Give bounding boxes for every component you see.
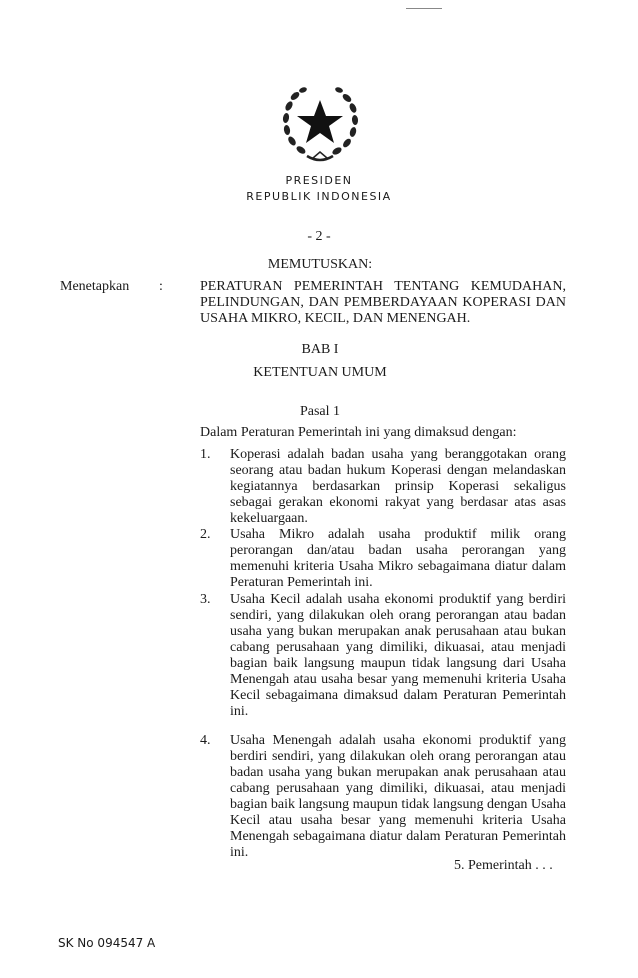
header-subtitle: REPUBLIK INDONESIA [246, 190, 392, 203]
list-item-text: Usaha Menengah adalah usaha ekonomi produktif yang berdiri sendiri, yang dilakukan oleh orang perorangan atau badan usaha yang bukan merupakan anak perusahaan atau cabang perusahaan yang dimiliki, dikuasai, atau menjadi bagian baik langsung maupun tidak langsung dengan Usaha Kecil atau usaha besar yang memenuhi kriteria Usaha Menengah sebagaimana diatur dalam Peraturan Pemerintah ini. [230, 733, 566, 860]
list-item-text: Usaha Kecil adalah usaha ekonomi produktif yang berdiri sendiri, yang dilakukan oleh orang perorangan atau badan usaha yang bukan merupakan anak perusahaan atau bukan cabang perusahaan yang dimiliki, dikuasai, atau menjadi bagian baik langsung maupun tidak langsung dari Usaha Menengah atau usaha besar yang memenuhi kriteria Usaha Kecil sebagaimana dimaksud dalam Peraturan Pemerintah ini. [230, 592, 566, 719]
decision-label: Menetapkan [60, 279, 130, 294]
decision-heading: MEMUTUSKAN: [267, 257, 373, 272]
article-intro: Dalam Peraturan Pemerintah ini yang dimaksud dengan: [200, 425, 517, 440]
list-item-number: 2. [200, 527, 211, 542]
decision-colon: : [159, 279, 163, 294]
header-title: PRESIDEN [285, 174, 353, 187]
footer-sk-number: SK No 094547 A [58, 936, 156, 950]
list-item-text: Usaha Mikro adalah usaha produktif milik orang perorangan dan/atau badan usaha perorangan yang memenuhi kriteria Usaha Mikro sebagaimana diatur dalam Peraturan Pemerintah ini. [230, 527, 566, 590]
list-item-number: 1. [200, 447, 211, 462]
page-number: - 2 - [307, 229, 331, 244]
top-edge-mark [406, 8, 442, 9]
chapter-title: KETENTUAN UMUM [253, 365, 387, 380]
list-item-number: 3. [200, 592, 211, 607]
article-title: Pasal 1 [299, 404, 341, 419]
list-item-text: Koperasi adalah badan usaha yang beranggotakan orang seorang atau badan hukum Koperasi dengan melandaskan kegiatannya berdasarkan prinsip Koperasi sekaligus sebagai gerakan ekonomi rakyat yang berdasar atas asas kekeluargaan. [230, 447, 566, 526]
chapter-number: BAB I [301, 342, 339, 357]
list-item-number: 4. [200, 733, 211, 748]
decision-text: PERATURAN PEMERINTAH TENTANG KEMUDAHAN, PELINDUNGAN, DAN PEMBERDAYAAN KOPERASI DAN USAHA MIKRO, KECIL, DAN MENENGAH. [200, 279, 566, 326]
presidential-seal-icon [277, 78, 363, 166]
continuation-note: 5. Pemerintah . . . [454, 858, 553, 873]
